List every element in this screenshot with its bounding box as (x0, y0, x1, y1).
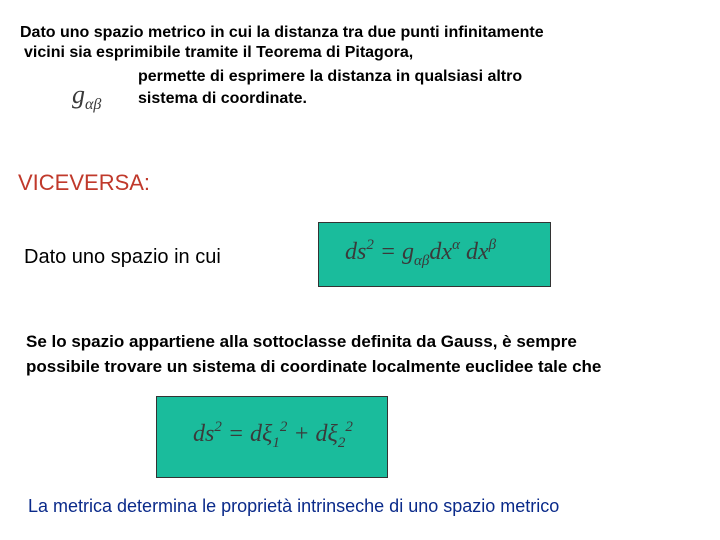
formula2-sub2: 2 (337, 435, 346, 451)
formula2-ds: ds (193, 421, 215, 447)
formula1-eq: = g (373, 239, 415, 265)
formula1-ds: ds (345, 239, 367, 265)
gauss-line-1: Se lo spazio appartiene alla sottoclasse definita da Gauss, è sempre (26, 332, 577, 351)
formula2-eq: = dξ (221, 421, 273, 447)
intro-line-1: Dato uno spazio metrico in cui la distanza tra due punti infinitamente (20, 24, 544, 41)
formula1-beta: β (488, 237, 497, 253)
gauss-line-2: possibile trovare un sistema di coordinate localmente euclidee tale che (26, 357, 602, 376)
metric-formula (345, 237, 496, 270)
euclidean-formula (193, 419, 353, 452)
formula1-exp: 2 (366, 237, 374, 253)
intro-line-4: sistema di coordinate. (138, 90, 307, 107)
formula1-sub: αβ (414, 253, 430, 269)
viceversa-heading: VICEVERSA: (18, 170, 151, 195)
formula2-sup2: 2 (345, 419, 353, 435)
conclusion-text: La metrica determina le proprietà intrinseche di uno spazio metrico (28, 496, 560, 516)
formula1-alpha: α (452, 237, 460, 253)
formula2-plus: + dξ (287, 421, 338, 447)
euclidean-formula-box (156, 396, 388, 478)
metric-symbol-base: g (72, 80, 85, 109)
formula2-sup1: 2 (279, 419, 288, 435)
intro-line-2: vicini sia esprimibile tramite il Teorema di Pitagora, (24, 44, 414, 61)
metric-tensor-symbol (72, 80, 101, 114)
metric-formula-box (318, 222, 551, 287)
dato-spazio-text: Dato uno spazio in cui (24, 246, 221, 268)
formula1-dx2: dx (459, 239, 489, 265)
formula2-sub1: 1 (272, 435, 280, 451)
intro-line-3: permette di esprimere la distanza in qualsiasi altro (138, 68, 523, 85)
formula2-exp: 2 (214, 419, 222, 435)
metric-symbol-sub: αβ (85, 96, 102, 113)
formula1-dx1: dx (429, 239, 453, 265)
